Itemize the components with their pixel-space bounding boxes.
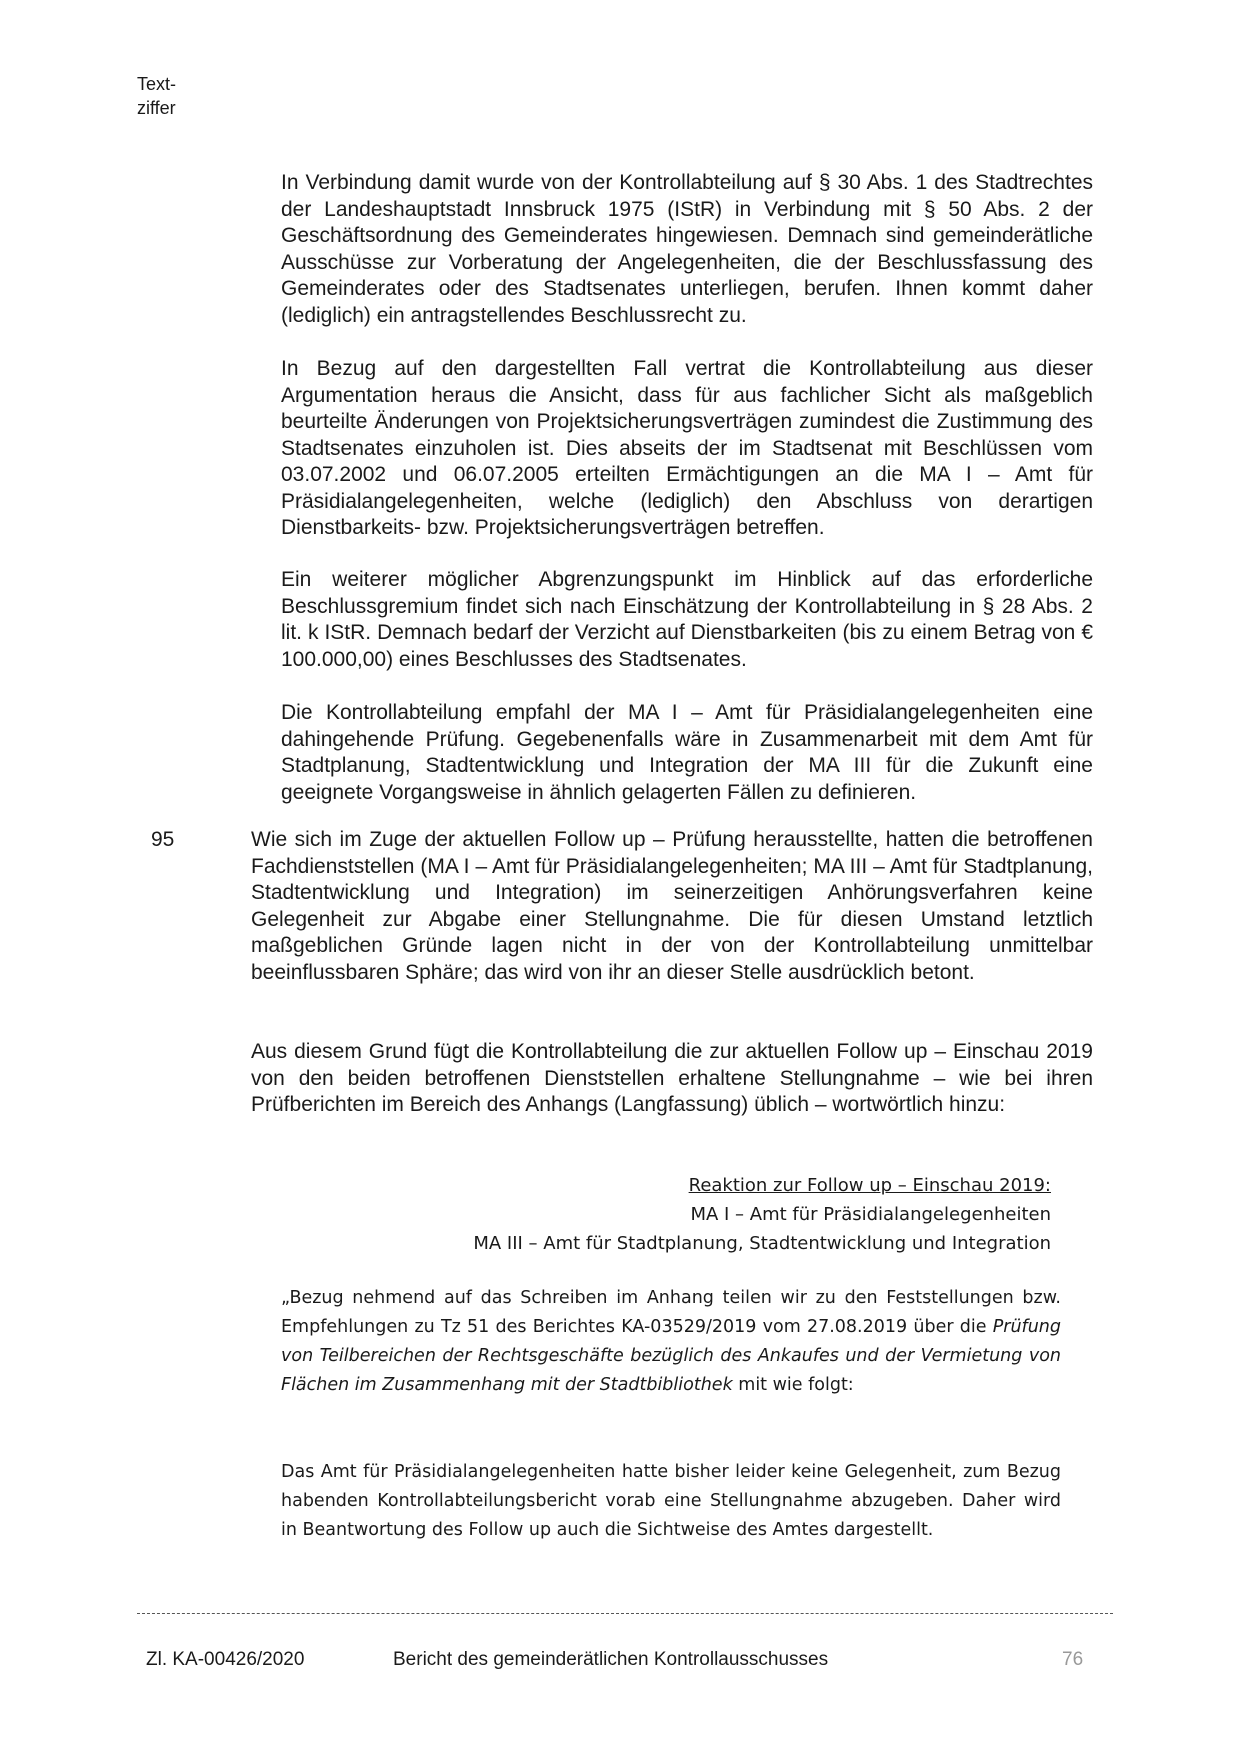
paragraph-3: Ein weiterer möglicher Abgrenzungspunkt im Hinblick auf das erforderliche Beschlussgremium findet sich nach Einschätzung der Kontrollabteilung in § 28 Abs. 2 lit. k IStR. Demnach bedarf der Verzicht auf Dienstbarkeiten (bis zu einem Betrag von € 100.000,00) eines Beschlusses des Stadtsenates. (281, 568, 1093, 671)
page-number: 76 (1062, 1649, 1084, 1670)
quote-paragraph-1 (281, 1284, 1061, 1400)
paragraph-2: In Bezug auf den dargestellten Fall vertrat die Kontrollabteilung aus dieser Argumentation heraus die Ansicht, dass für aus fachlicher Sicht als maßgeblich beurteilte Änderungen von Projektsicherungsverträgen zumindest die Zustimmung des Stadtsenates einzuholen ist. Dies abseits der im Stadtsenat mit Beschlüssen vom 03.07.2002 und 06.07.2005 erteilten Ermächtigungen an die MA I – Amt für Präsidialangelegenheiten, welche (lediglich) den Abschluss von derartigen Dienstbarkeits- bzw. Projektsicherungsverträgen betreffen. (281, 357, 1093, 539)
reaction-title: Reaktion zur Follow up – Einschau 2019: (688, 1175, 1051, 1196)
reaction-dept-2: MA III – Amt für Stadtplanung, Stadtentwicklung und Integration (473, 1233, 1051, 1254)
reaction-header (473, 1171, 1051, 1258)
textziffer-line2: ziffer (137, 98, 176, 118)
reaction-dept-1: MA I – Amt für Präsidialangelegenheiten (690, 1204, 1051, 1225)
paragraph-4: Die Kontrollabteilung empfahl der MA I – Amt für Präsidialangelegenheiten eine dahingehende Prüfung. Gegebenenfalls wäre in Zusammenarbeit mit dem Amt für Stadtplanung, Stadtentwicklung und Integration der MA III für die Zukunft eine geeignete Vorgangsweise in ähnlich gelagerten Fällen zu definieren. (281, 701, 1093, 804)
footer-divider (137, 1613, 1113, 1614)
paragraph-1: In Verbindung damit wurde von der Kontrollabteilung auf § 30 Abs. 1 des Stadtrechtes der Landeshauptstadt Innsbruck 1975 (IStR) in Verbindung mit § 50 Abs. 2 der Geschäftsordnung des Gemeinderates hingewiesen. Demnach sind gemeinderätliche Ausschüsse zur Vorberatung der Angelegenheiten, die der Beschlussfassung des Gemeinderates oder des Stadtsenates unterliegen, berufen. Ihnen kommt daher (lediglich) ein antragstellendes Beschlussrecht zu. (281, 171, 1093, 327)
tz95-paragraph-2: Aus diesem Grund fügt die Kontrollabteilung die zur aktuellen Follow up – Einschau 2019 von den beiden betroffenen Dienststellen erhaltene Stellungnahme – wie bei ihren Prüfberichten im Bereich des Anhangs (Langfassung) üblich – wortwörtlich hinzu: (251, 1040, 1093, 1116)
quote-intro: „Bezug nehmend auf das Schreiben im Anhang teilen wir zu den Feststellungen bzw. Empfehlungen zu Tz 51 des Berichtes KA-03529/2019 vom 27.08.2019 über die (281, 1288, 1061, 1337)
quote-outro: mit wie folgt: (732, 1375, 854, 1395)
textziffer-line1: Text- (137, 74, 177, 94)
textziffer-label (137, 72, 176, 120)
tz95-paragraph-1: Wie sich im Zuge der aktuellen Follow up – Prüfung herausstellte, hatten die betroffenen Fachdienststellen (MA I – Amt für Präsidialangelegenheiten; MA III – Amt für Stadtplanung, Stadtentwicklung und Integration) im seinerzeitigen Anhörungsverfahren keine Gelegenheit zur Abgabe einer Stellungnahme. Die für diesen Umstand letztlich maßgeblichen Gründe lagen nicht in der von der Kontrollabteilung unmittelbar beeinflussbaren Sphäre; das wird von ihr an dieser Stelle ausdrücklich betont. (251, 828, 1093, 984)
footer-title: Bericht des gemeinderätlichen Kontrollausschusses (393, 1649, 829, 1670)
textziffer-number: 95 (151, 828, 175, 851)
footer-reference: Zl. KA-00426/2020 (146, 1649, 305, 1670)
quote-report-title: Prüfung von Teilbereichen der Rechtsgeschäfte bezüglich des Ankaufes und der Vermietung von Flächen im Zusammenhang mit der Stadtbibliothek (281, 1317, 1061, 1395)
quote-paragraph-2: Das Amt für Präsidialangelegenheiten hatte bisher leider keine Gelegenheit, zum Bezug habenden Kontrollabteilungsbericht vorab eine Stellungnahme abzugeben. Daher wird in Beantwortung des Follow up auch die Sichtweise des Amtes dargestellt. (281, 1462, 1061, 1540)
